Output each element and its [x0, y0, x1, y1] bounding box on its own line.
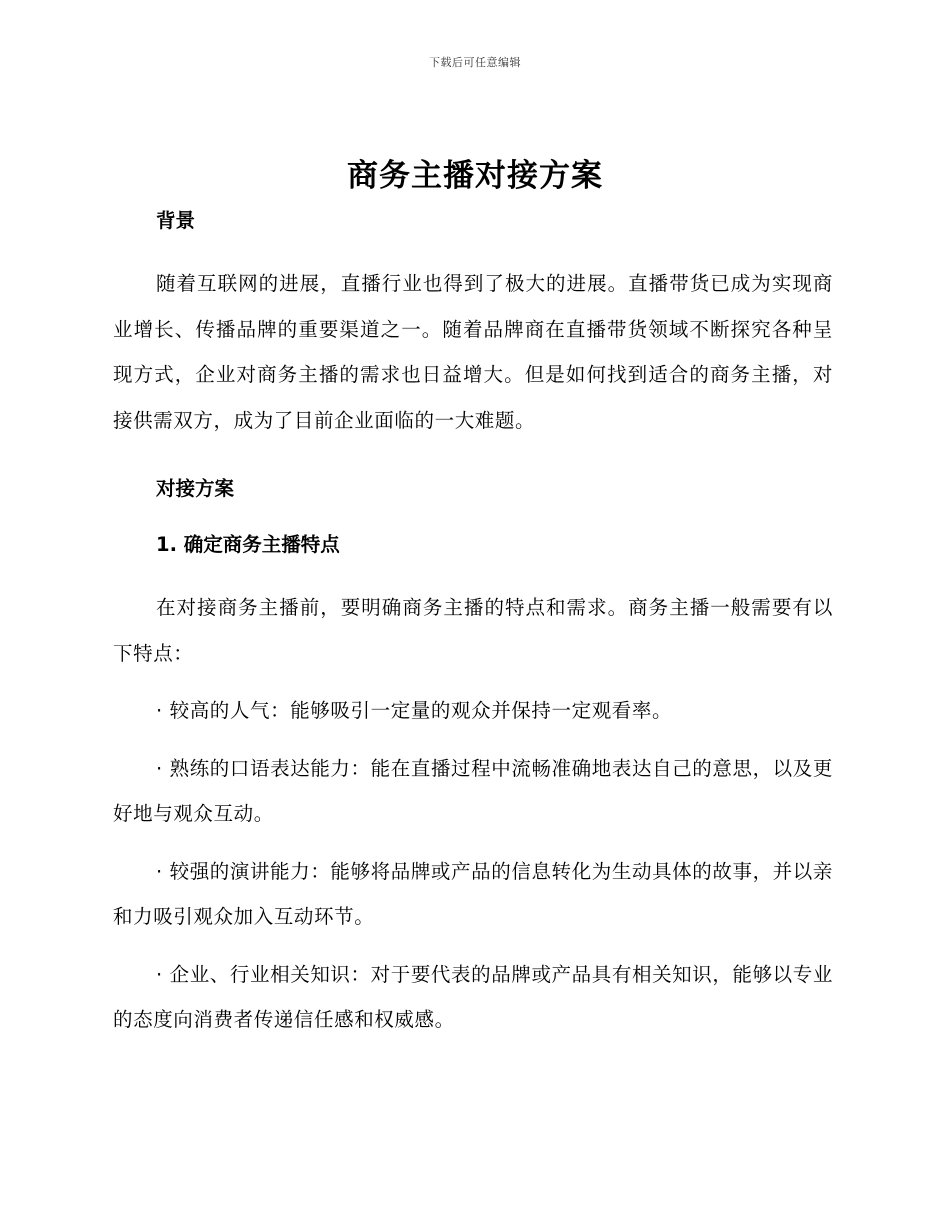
section-heading-background: 背景 — [156, 209, 196, 232]
bullet-item: · 较强的演讲能力：能够将品牌或产品的信息转化为生动具体的故事，并以亲和力吸引观众加入互动环节。 — [113, 859, 833, 928]
header-note: 下载后可任意编辑 — [429, 56, 521, 69]
section-heading-plan: 对接方案 — [156, 477, 235, 500]
document-body — [113, 203, 833, 1043]
section-heading-step1: 1. 确定商务主播特点 — [156, 533, 340, 556]
bullet-item: · 企业、行业相关知识：对于要代表的品牌或产品具有相关知识，能够以专业的态度向消费者传递信任感和权威感。 — [113, 962, 833, 1031]
background-paragraph: 随着互联网的进展，直播行业也得到了极大的进展。直播带货已成为实现商业增长、传播品牌的重要渠道之一。随着品牌商在直播带货领域不断探究各种呈现方式，企业对商务主播的需求也日益增大。但是如何找到适合的商务主播，对接供需双方，成为了目前企业面临的一大难题。 — [113, 272, 833, 432]
page-title: 商务主播对接方案 — [347, 158, 603, 194]
bullet-item: · 较高的人气：能够吸引一定量的观众并保持一定观看率。 — [156, 699, 673, 722]
bullet-item: · 熟练的口语表达能力：能在直播过程中流畅准确地表达自己的意思，以及更好地与观众互动。 — [113, 756, 833, 825]
step1-intro-paragraph: 在对接商务主播前，要明确商务主播的特点和需求。商务主播一般需要有以下特点： — [113, 596, 833, 665]
